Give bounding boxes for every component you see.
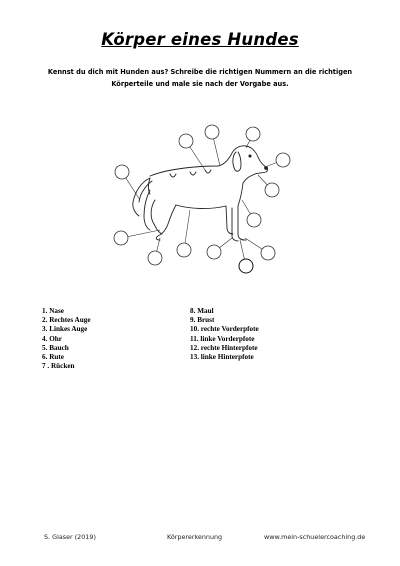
list-item: 5. Bauch: [42, 343, 69, 352]
instructions-line-1: Kennst du dich mit Hunden aus? Schreibe die richtigen Nummern an die richtigen: [47, 68, 353, 76]
label-circle[interactable]: [247, 213, 261, 227]
instructions: [38, 66, 362, 90]
label-circle[interactable]: [115, 165, 129, 179]
label-circle[interactable]: [265, 183, 279, 197]
list-item: 3. Linkes Auge: [42, 325, 88, 334]
label-circle[interactable]: [261, 246, 275, 260]
label-circle[interactable]: [207, 245, 221, 259]
label-circle[interactable]: [114, 231, 128, 245]
label-circle[interactable]: [239, 259, 253, 273]
label-circle[interactable]: [276, 153, 290, 167]
label-circle[interactable]: [246, 127, 260, 141]
instructions-line-2: Körperteile und male sie nach der Vorgabe aus.: [111, 80, 289, 88]
label-circle[interactable]: [205, 125, 219, 139]
list-item: 8. Maul: [190, 307, 214, 315]
list-item: 12. rechte Hinterpfote: [190, 343, 258, 352]
label-circle[interactable]: [179, 134, 193, 148]
list-item: 1. Nase: [42, 307, 64, 315]
dog-diagram: [0, 110, 400, 290]
footer-website-link[interactable]: www.mein-schuelercoaching.de: [264, 533, 366, 541]
label-circle[interactable]: [177, 243, 191, 257]
body-parts-list-left: [42, 307, 91, 371]
body-parts-list-right: [190, 307, 259, 362]
list-item: 4. Ohr: [42, 334, 62, 343]
list-item: 9. Brust: [190, 316, 215, 325]
list-item: 2. Rechtes Auge: [42, 316, 91, 325]
label-circles: [114, 125, 290, 273]
list-item: 6. Rute: [42, 353, 64, 362]
list-item: 7 . Rücken: [42, 362, 75, 371]
list-item: 13. linke Hinterpfote: [190, 353, 254, 362]
list-item: 11. linke Vorderpfote: [190, 334, 255, 343]
leader-lines: [121, 132, 283, 266]
list-item: 10. rechte Vorderpfote: [190, 325, 259, 334]
footer-author: S. Glaser (2019): [44, 533, 96, 541]
label-circle[interactable]: [148, 251, 162, 265]
worksheet-title: Körper eines Hundes: [101, 30, 299, 49]
dog-illustration: [133, 146, 268, 241]
footer-topic: Körpererkennung: [167, 533, 223, 541]
